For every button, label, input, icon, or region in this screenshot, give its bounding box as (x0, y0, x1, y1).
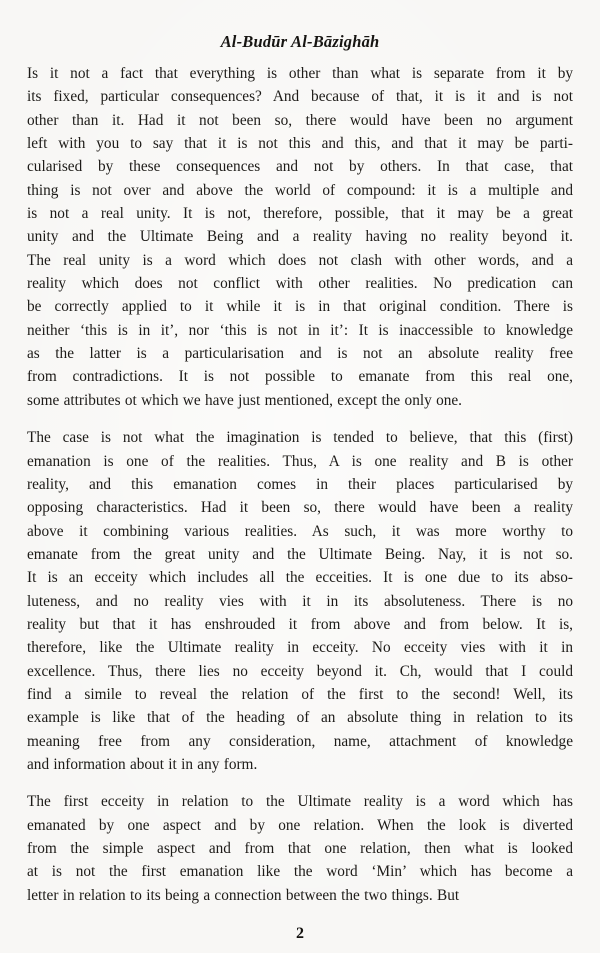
paragraph (27, 790, 573, 907)
text-line: emanate from the great unity and the Ultimate Being. Nay, it is not so. (27, 545, 573, 563)
text-line: luteness, and no reality vies with it in its absoluteness. There is no (27, 592, 573, 610)
text-line: The first ecceity in relation to the Ultimate reality is a word which has (27, 793, 573, 811)
text-line: neither ‘this is in it’, nor ‘this is not in it’: It is inaccessible to knowledge (27, 321, 573, 339)
text-line: emanation is one of the realities. Thus, A is one reality and B is other (27, 452, 573, 470)
text-line: cularised by these consequences and not by others. In that case, that (27, 158, 573, 176)
page-number: 2 (296, 925, 304, 943)
text-line: from contradictions. It is not possible to emanate from this real one, (27, 368, 573, 386)
text-line: be correctly applied to it while it is in that original condition. There is (27, 298, 573, 316)
text-line: opposing characteristics. Had it been so, there would have been a reality (27, 499, 573, 517)
text-line: at is not the first emanation like the word ‘Min’ which has become a (27, 863, 573, 881)
text-line: example is like that of the heading of an absolute thing in relation to its (27, 709, 573, 727)
text-line: find a simile to reveal the relation of the first to the second! Well, its (27, 685, 573, 703)
text-line: therefore, like the Ultimate reality in ecceity. No ecceity vies with it in (27, 639, 573, 657)
text-line: left with you to say that it is not this and this, and that it may be parti- (27, 135, 573, 153)
text-line: reality but that it has enshrouded it from above and from below. It is, (27, 615, 573, 633)
text-line: It is an ecceity which includes all the ecceities. It is one due to its abso- (27, 569, 573, 587)
text-line: some attributes ot which we have just mentioned, except the only one. (27, 391, 462, 409)
text-block (27, 62, 573, 907)
text-line: meaning free from any consideration, name, attachment of knowledge (27, 732, 573, 750)
text-line: from the simple aspect and from that one relation, then what is looked (27, 840, 573, 857)
text-line: its fixed, particular consequences? And because of that, it is it and is not (27, 88, 573, 106)
text-line: reality, and this emanation comes in their places particularised by (27, 475, 573, 493)
text-line: unity and the Ultimate Being and a reality having no reality beyond it. (27, 228, 573, 246)
paragraph (27, 426, 573, 776)
text-line: excellence. Thus, there lies no ecceity beyond it. Ch, would that I could (27, 662, 573, 680)
text-line: above it combining various realities. As such, it was more worthy to (27, 522, 573, 540)
text-line: is not a real unity. It is not, therefore, possible, that it may be a great (27, 205, 573, 223)
text-line: Is it not a fact that everything is other than what is separate from it by (27, 65, 573, 82)
text-line: The case is not what the imagination is tended to believe, that this (first) (27, 429, 573, 447)
running-head: Al-Budūr Al-Bāzighāh (220, 32, 380, 51)
text-line: as the latter is a particularisation and is not an absolute reality free (27, 345, 573, 363)
text-line: The real unity is a word which does not clash with other words, and a (27, 251, 573, 269)
text-line: letter in relation to its being a connection between the two things. But (27, 886, 460, 904)
paragraph (27, 62, 573, 412)
text-line: reality which does not conflict with other realities. No predication can (27, 275, 573, 293)
text-line: emanated by one aspect and by one relation. When the look is diverted (27, 816, 573, 834)
text-line: other than it. Had it not been so, there would have been no argument (27, 111, 573, 129)
text-line: thing is not over and above the world of compound: it is a multiple and (27, 181, 573, 199)
text-line: and information about it in any form. (27, 755, 258, 773)
